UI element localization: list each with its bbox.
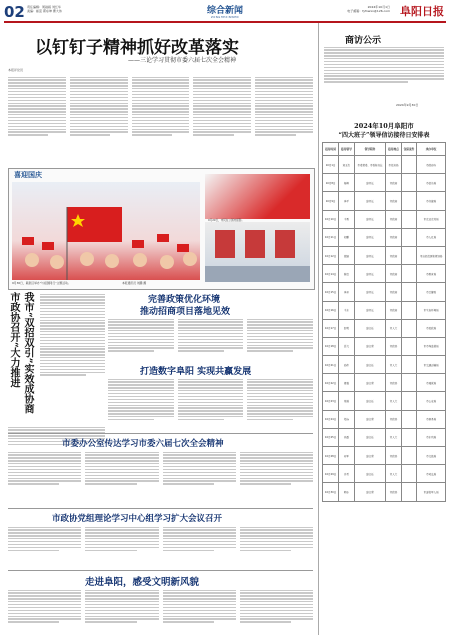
table-cell: 市政府 — [386, 210, 401, 228]
table-cell: 市人大 — [386, 465, 401, 483]
table-cell — [401, 174, 416, 192]
small-flag — [22, 237, 34, 245]
table-cell — [401, 210, 416, 228]
table-row — [323, 447, 446, 465]
table-cell: 副主任 — [354, 319, 386, 337]
display-panel — [245, 230, 265, 258]
story2-col — [108, 377, 174, 422]
table-cell: 副市长 — [354, 301, 386, 319]
story3-col — [8, 450, 81, 486]
table-cell: 市文旅局 — [417, 447, 446, 465]
story4-body — [8, 525, 313, 553]
table-cell: 市卫健委 — [417, 283, 446, 301]
table-cell: 10月12日 — [323, 246, 339, 264]
table-cell: 高飞 — [339, 337, 354, 355]
table-header-cell: 领导职务 — [354, 143, 386, 156]
date-block — [320, 5, 390, 13]
table-cell: 市商务局 — [417, 410, 446, 428]
lead-col-3 — [132, 75, 190, 165]
table-cell: 10月21日 — [323, 356, 339, 374]
table-cell — [401, 356, 416, 374]
notice-title: 商访公示 — [345, 36, 382, 46]
table-row — [323, 246, 446, 264]
table-cell: 李芳 — [339, 283, 354, 301]
story4-col — [8, 525, 81, 553]
table-row — [323, 301, 446, 319]
child-figure — [160, 255, 174, 269]
table-cell: 市人社局 — [417, 228, 446, 246]
lead-title: 以钉钉子精神抓好改革落实 — [35, 38, 239, 58]
table-cell: 市政协 — [386, 410, 401, 428]
table-cell: 市人大 — [386, 319, 401, 337]
table-cell — [401, 374, 416, 392]
photo-label: 喜迎国庆 — [14, 171, 42, 179]
table-cell: 市公安局 — [417, 392, 446, 410]
table-row — [323, 210, 446, 228]
table-cell: 周强 — [339, 374, 354, 392]
table-header-cell: 接待时间 — [323, 143, 339, 156]
table-cell: 市政协 — [386, 337, 401, 355]
table-cell: 10月18日 — [323, 337, 339, 355]
story4-col — [163, 525, 236, 553]
story1-subtitle: 推动招商项目落地见效 — [140, 307, 231, 317]
table-cell: 市住建局 — [417, 192, 446, 210]
story2-col — [247, 377, 313, 422]
table-cell: 副主席 — [354, 483, 386, 501]
table-cell: 市生态环境局 — [417, 301, 446, 319]
vertical-story-body — [40, 292, 105, 377]
table-row — [323, 192, 446, 210]
story5-body — [8, 588, 313, 624]
table-row — [323, 428, 446, 446]
table-row — [323, 337, 446, 355]
table-cell — [401, 301, 416, 319]
flags-illustration — [12, 182, 200, 280]
table-cell: 副市长 — [354, 283, 386, 301]
table-cell: 10月15日 — [323, 283, 339, 301]
table-row — [323, 156, 446, 174]
table-cell: 市政府 — [386, 283, 401, 301]
small-flag — [132, 240, 144, 248]
table-cell — [401, 192, 416, 210]
table-cell: 10月1日 — [323, 156, 339, 174]
table-cell — [401, 265, 416, 283]
table-cell: 市信访局 — [417, 174, 446, 192]
photo-caption-left: 9月30日，颍泉区举办“与祖国同行”主题活动。 — [12, 281, 71, 285]
table-cell: 韩冰 — [339, 483, 354, 501]
table-cell — [401, 156, 416, 174]
table-cell: 赵明 — [339, 319, 354, 337]
story4-title: 市政协党组理论学习中心组学习扩大会议召开 — [52, 514, 223, 524]
table-cell: 市城管局 — [417, 374, 446, 392]
table-cell: 副主席 — [354, 447, 386, 465]
schedule-title-1: 2024年10月阜阳市 — [354, 122, 414, 130]
celebration-photo — [12, 182, 200, 280]
child-figure — [25, 253, 39, 267]
table-row — [323, 465, 446, 483]
flag-photo — [205, 174, 310, 219]
table-cell: 10月10日 — [323, 210, 339, 228]
story5-title: 走进阜阳，感受文明新风貌 — [85, 577, 200, 588]
table-cell: 副主任 — [354, 465, 386, 483]
table-row — [323, 174, 446, 192]
table-cell: 10月29日 — [323, 465, 339, 483]
child-figure — [50, 255, 64, 269]
page-number: 02 — [4, 3, 25, 21]
story1-title: 完善政策优化环境 — [148, 295, 221, 305]
table-row — [323, 265, 446, 283]
display-panel — [215, 230, 235, 258]
table-cell: 刘鹏 — [339, 228, 354, 246]
story1-col — [247, 317, 313, 353]
table-cell: 10月23日 — [323, 392, 339, 410]
table-cell: 市人大 — [386, 392, 401, 410]
table-cell: 市交通运输局 — [417, 356, 446, 374]
table-cell: 副市长 — [354, 228, 386, 246]
lead-col-5 — [255, 75, 313, 165]
notice-body — [324, 45, 444, 84]
table-cell: 10月24日 — [323, 410, 339, 428]
lead-col-1 — [8, 75, 66, 165]
child-figure — [105, 254, 119, 268]
story3-body — [8, 450, 313, 486]
table-cell: 市退役军人局 — [417, 483, 446, 501]
story3-title: 市委办公室传达学习市委六届七次全会精神 — [62, 439, 224, 449]
table-row — [323, 392, 446, 410]
table-cell — [401, 246, 416, 264]
table-cell: 市自然资源和规划局 — [417, 246, 446, 264]
table-cell: 市人大 — [386, 356, 401, 374]
story5-col — [163, 588, 236, 624]
table-cell: 10月14日 — [323, 265, 339, 283]
hall-photo — [205, 222, 310, 282]
display-panel — [275, 230, 295, 258]
vertical-title-1: 我市“双招双引”实效成协商 — [22, 292, 33, 414]
table-cell: 副主任 — [354, 392, 386, 410]
story5-col — [8, 588, 81, 624]
editor-credits — [27, 5, 62, 13]
table-cell: 市政府 — [386, 246, 401, 264]
table-cell: 市市场监管局 — [417, 337, 446, 355]
section-subtitle: ZONGHEXINWEN — [211, 16, 239, 19]
table-header-row — [323, 143, 446, 156]
photo-credit: 本报通讯员 刘鹏 摄 — [122, 281, 147, 285]
rule — [8, 433, 313, 434]
table-cell: 市政府 — [386, 192, 401, 210]
lead-col-4 — [193, 75, 251, 165]
editor-line-2: 美编：崔蕊 郭东坤 曹大伟 — [27, 9, 62, 13]
story5-col — [85, 588, 158, 624]
child-figure — [80, 252, 94, 266]
table-cell: 市政协 — [386, 483, 401, 501]
email-line: 电子邮箱：fyfxwxx@126.com — [347, 9, 390, 13]
table-cell: 市司法局 — [417, 465, 446, 483]
table-header-cell: 接待领导 — [339, 143, 354, 156]
table-row — [323, 356, 446, 374]
table-cell: 市农业农村局 — [417, 210, 446, 228]
story3-col — [163, 450, 236, 486]
table-row — [323, 283, 446, 301]
exhibition-illustration — [205, 222, 310, 282]
table-cell: 市政协 — [386, 447, 401, 465]
table-cell — [401, 428, 416, 446]
table-cell: 副市长 — [354, 246, 386, 264]
child-figure — [133, 253, 147, 267]
rule — [8, 508, 313, 509]
table-cell: 10月30日 — [323, 483, 339, 501]
table-header-cell: 承办单位 — [417, 143, 446, 156]
lead-byline: 本报评论员 — [8, 68, 24, 72]
story5-col — [240, 588, 313, 624]
table-cell: 孙伟 — [339, 356, 354, 374]
table-cell: 10月16日 — [323, 301, 339, 319]
photo-caption-right: 9月29日，市民在公园内留影。 — [208, 219, 245, 222]
table-cell: 市信访局 — [386, 156, 401, 174]
newspaper-logo: 阜阳日报 — [400, 5, 444, 18]
table-cell: 市政府办 — [417, 156, 446, 174]
lead-subtitle: ——三论学习贯彻市委六届七次全会精神 — [128, 57, 237, 64]
table-cell — [401, 447, 416, 465]
table-cell: 副主席 — [354, 410, 386, 428]
table-cell: 10月22日 — [323, 374, 339, 392]
table-cell — [401, 283, 416, 301]
table-cell: 陈启 — [339, 265, 354, 283]
story3-col — [85, 450, 158, 486]
section-title: 综合新闻 — [206, 6, 243, 16]
small-flag — [42, 242, 54, 250]
story3-col — [240, 450, 313, 486]
editor-line-1: 责任编辑：周淑娟 刘红华 — [27, 5, 61, 9]
story2-col — [178, 377, 244, 422]
table-row — [323, 374, 446, 392]
table-cell: 市政府 — [386, 265, 401, 283]
table-cell — [401, 410, 416, 428]
small-flag — [157, 234, 169, 242]
table-cell: 市政协 — [386, 374, 401, 392]
table-row — [323, 483, 446, 501]
floor — [205, 266, 310, 282]
table-cell — [401, 228, 416, 246]
table-cell: 王东 — [339, 301, 354, 319]
vertical-title-2: 市政协召开“大力推进 — [8, 292, 19, 388]
lead-col-2 — [70, 75, 128, 165]
column-divider — [318, 23, 319, 635]
table-cell: 吴刚 — [339, 392, 354, 410]
notice-date: 2024年9月30日 — [396, 103, 419, 107]
table-cell: 张继 — [339, 246, 354, 264]
story4-col — [240, 525, 313, 553]
table-cell: 王勇 — [339, 210, 354, 228]
schedule-table — [322, 142, 446, 502]
table-cell: 市委常委、市委秘书长 — [354, 156, 386, 174]
table-cell: 市民政局 — [417, 319, 446, 337]
table-cell — [401, 319, 416, 337]
table-row — [323, 228, 446, 246]
table-cell: 副市长 — [354, 192, 386, 210]
table-cell — [401, 337, 416, 355]
table-cell: 市政府 — [386, 301, 401, 319]
table-cell: 郑涛 — [339, 410, 354, 428]
table-cell: 许亮 — [339, 465, 354, 483]
table-cell: 市人大 — [386, 428, 401, 446]
rule — [8, 570, 313, 571]
table-row — [323, 410, 446, 428]
table-cell: 10月8日 — [323, 174, 339, 192]
table-row — [323, 319, 446, 337]
child-figure — [183, 252, 197, 266]
table-cell: 10月11日 — [323, 228, 339, 246]
table-cell — [401, 465, 416, 483]
story1-col — [178, 317, 244, 353]
table-cell: 杨辉 — [339, 174, 354, 192]
table-cell: 副市长 — [354, 265, 386, 283]
table-header-cell: 包保案件 — [401, 143, 416, 156]
schedule-title-2: “四大班子”领导信访接待日安排表 — [338, 132, 430, 139]
table-cell: 市政府 — [386, 228, 401, 246]
table-cell: 副市长 — [354, 174, 386, 192]
issue-date: 2024年10月1日 — [367, 5, 390, 9]
table-cell: 市水利局 — [417, 428, 446, 446]
table-cell: 副主席 — [354, 374, 386, 392]
table-cell: 10月17日 — [323, 319, 339, 337]
table-cell: 副主席 — [354, 337, 386, 355]
table-cell: 何军 — [339, 447, 354, 465]
table-cell: 副主任 — [354, 428, 386, 446]
section-header — [190, 3, 260, 19]
story4-col — [85, 525, 158, 553]
story1-body — [108, 317, 313, 353]
table-cell: 副主任 — [354, 356, 386, 374]
story1-col — [108, 317, 174, 353]
header-rule — [4, 21, 446, 23]
small-flag — [177, 244, 189, 252]
table-cell — [401, 392, 416, 410]
table-cell: 李平 — [339, 192, 354, 210]
table-cell: 刘玉杰 — [339, 156, 354, 174]
table-cell: 10月28日 — [323, 447, 339, 465]
table-cell: 市政府 — [386, 174, 401, 192]
table-cell: 冯磊 — [339, 428, 354, 446]
table-header-cell: 接待地点 — [386, 143, 401, 156]
table-cell: 10月9日 — [323, 192, 339, 210]
table-cell: 副市长 — [354, 210, 386, 228]
lead-body — [8, 75, 313, 165]
story2-body — [108, 377, 313, 422]
table-cell — [401, 483, 416, 501]
table-cell: 市教育局 — [417, 265, 446, 283]
table-cell: 10月25日 — [323, 428, 339, 446]
story2-title: 打造数字阜阳 实现共赢发展 — [140, 367, 252, 377]
